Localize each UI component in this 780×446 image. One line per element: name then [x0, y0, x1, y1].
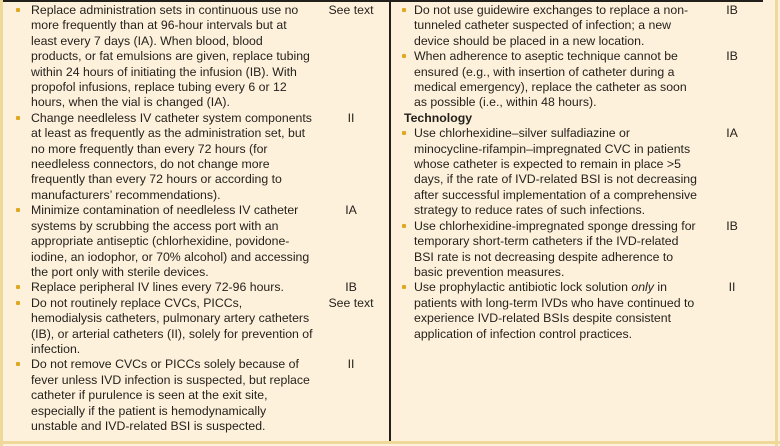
evidence-rating: See text — [328, 3, 374, 17]
evidence-rating: IA — [345, 203, 357, 218]
bullet-icon — [16, 285, 20, 289]
recommendation-text: Do not remove CVCs or PICCs solely because of fever unless IVD infection is suspected, but replace catheter if purulence is seen at the exit site, especially if the patient is hemodynamically unstable and IVD-related BSI is suspected. — [31, 357, 310, 433]
right-column — [402, 3, 772, 342]
bullet-icon — [16, 301, 20, 305]
recommendation-text: Minimize contamination of needleless IV catheter systems by scrubbing the access port with an appropriate antiseptic (chlorhexidine, povidone-iodine, an iodophor, or 70% alcohol) and accessing the port only with sterile devices. — [31, 203, 310, 279]
bullet-icon — [402, 54, 406, 58]
recommendation-text: Change needleless IV catheter system components at least as frequently as the administration set, but no more frequently than every 72 hours (for needleless connectors, do not change more frequently than every 72 hours or according to manufacturers’ recommendations). — [31, 110, 312, 202]
text-before: Use prophylactic antibiotic lock solution — [414, 280, 632, 295]
bullet-icon — [402, 8, 406, 12]
recommendation-text: When adherence to aseptic technique cannot be ensured (e.g., with insertion of catheter during a medical emergency), replace the catheter as soon as possible (i.e., within 48 hours). — [414, 49, 687, 110]
evidence-rating: II — [347, 110, 355, 125]
emphasis-text: only — [631, 280, 654, 295]
bullet-icon — [16, 8, 20, 12]
text-after: in patients with long-term IVDs who have continued to experience IVD-related BSIs despite consistent application of infection control practices. — [414, 280, 695, 341]
bullet-icon — [16, 208, 20, 212]
evidence-rating: II — [347, 357, 355, 372]
recommendation-text: Do not routinely replace CVCs, PICCs, hemodialysis catheters, pulmonary artery catheters (IB), or arterial catheters (II), solely for prevention of infection. — [31, 295, 313, 356]
top-rule — [3, 0, 763, 2]
bottom-border — [0, 441, 780, 444]
recommendation-text: Use chlorhexidine–silver sulfadiazine or minocycline-rifampin–impregnated CVC in patients whose catheter is expected to remain in place >5 days, if the rate of IVD-related BSI is not decreasing after successful implementation of a comprehensive strategy to reduce rates of such infections. — [414, 126, 697, 218]
list-item — [402, 3, 772, 49]
section-heading: Technology — [404, 110, 473, 125]
list-item — [16, 357, 386, 434]
list-item — [16, 296, 386, 358]
evidence-rating: See text — [328, 295, 374, 310]
right-border — [775, 0, 778, 446]
list-item — [402, 280, 772, 342]
list-item — [402, 219, 772, 281]
recommendation-text: Do not use guidewire exchanges to replace a non-tunneled catheter suspected of infection; a new device should be placed in a new location. — [414, 3, 689, 48]
recommendation-text: Replace administration sets in continuous use no more frequently than at 96-hour intervals but at least every 7 days (IA). When blood, blood products, or fat emulsions are given, replace tubing within 24 hours of initiating the infusion (IB). With propofol infusions, replace tubing every 6 or 12 hours, when the vial is changed (IA). — [31, 3, 310, 110]
evidence-rating: II — [728, 280, 736, 295]
evidence-rating: IB — [726, 218, 738, 233]
bullet-icon — [402, 131, 406, 135]
bullet-icon — [16, 116, 20, 120]
evidence-rating: IA — [726, 126, 738, 141]
left-column — [16, 3, 386, 434]
recommendation-text — [414, 280, 700, 342]
list-item — [16, 3, 386, 111]
column-divider — [389, 0, 391, 441]
bullet-icon — [402, 285, 406, 289]
list-item — [402, 126, 772, 218]
list-item — [16, 280, 386, 295]
recommendation-text: Use chlorhexidine-impregnated sponge dressing for temporary short-term catheters if the IVD-related BSI rate is not decreasing despite adherence to basic prevention measures. — [414, 218, 696, 279]
bullet-icon — [402, 224, 406, 228]
evidence-rating: IB — [726, 3, 738, 17]
list-item — [16, 111, 386, 203]
left-border — [0, 0, 3, 446]
bullet-icon — [16, 362, 20, 366]
list-item — [16, 203, 386, 280]
list-item — [402, 49, 772, 111]
evidence-rating: IB — [726, 49, 738, 64]
recommendation-text: Replace peripheral IV lines every 72-96 hours. — [31, 280, 284, 295]
evidence-rating: IB — [345, 280, 357, 295]
